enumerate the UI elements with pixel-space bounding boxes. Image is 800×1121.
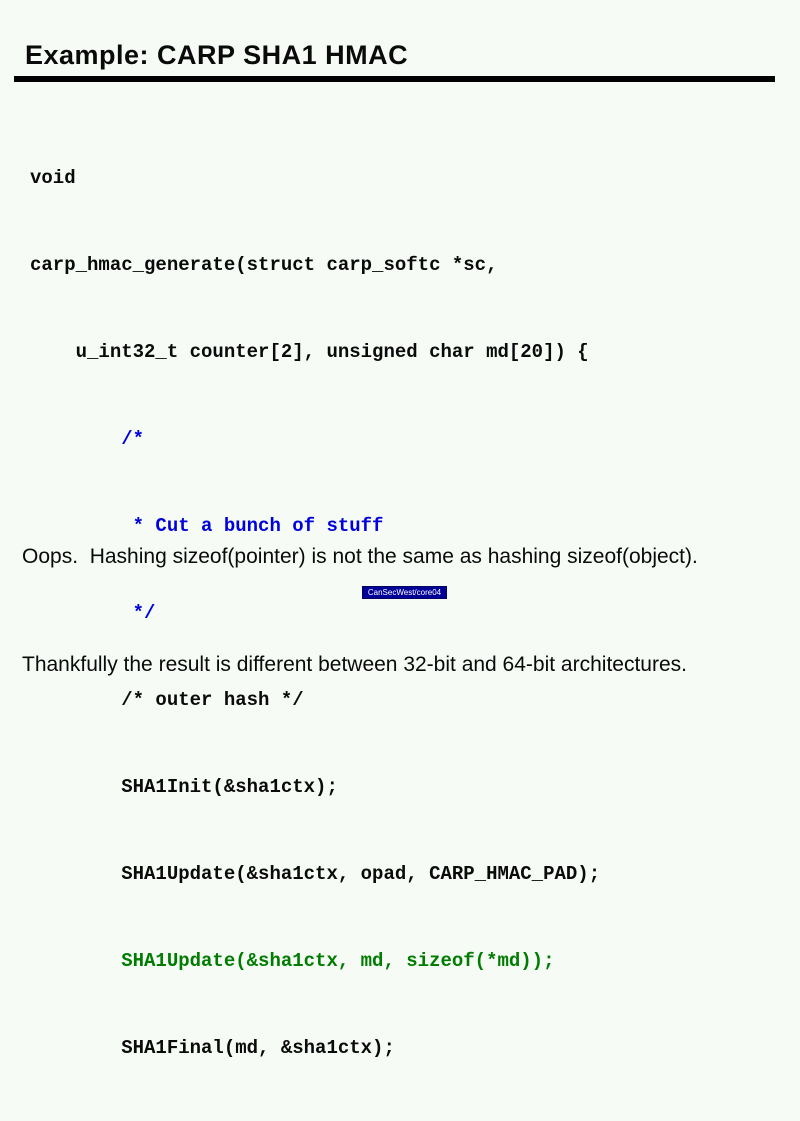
notes-line-2: Thankfully the result is different between 32-bit and 64-bit architectures. — [22, 653, 687, 676]
code-line-comment: */ — [30, 602, 156, 624]
code-line: /* outer hash */ — [30, 689, 304, 711]
code-line: SHA1Init(&sha1ctx); — [30, 776, 338, 798]
notes-block — [22, 467, 698, 755]
footer-badge: CanSecWest/core04 — [362, 586, 447, 599]
slide-title: Example: CARP SHA1 HMAC — [25, 40, 409, 70]
title-underline-rule — [14, 76, 775, 82]
code-line: void — [30, 167, 76, 189]
code-line: SHA1Update(&sha1ctx, opad, CARP_HMAC_PAD); — [30, 863, 601, 885]
notes-line-1: Oops. Hashing sizeof(pointer) is not the same as hashing sizeof(object). — [22, 545, 698, 568]
code-line: SHA1Final(md, &sha1ctx); — [30, 1037, 395, 1059]
code-line: carp_hmac_generate(struct carp_softc *sc, — [30, 254, 498, 276]
code-line-comment: /* — [30, 428, 145, 450]
code-line-comment: * Cut a bunch of stuff — [30, 515, 384, 537]
code-line: u_int32_t counter[2], unsigned char md[20]) { — [30, 341, 589, 363]
code-line-highlighted-bug: SHA1Update(&sha1ctx, md, sizeof(*md)); — [30, 950, 555, 972]
